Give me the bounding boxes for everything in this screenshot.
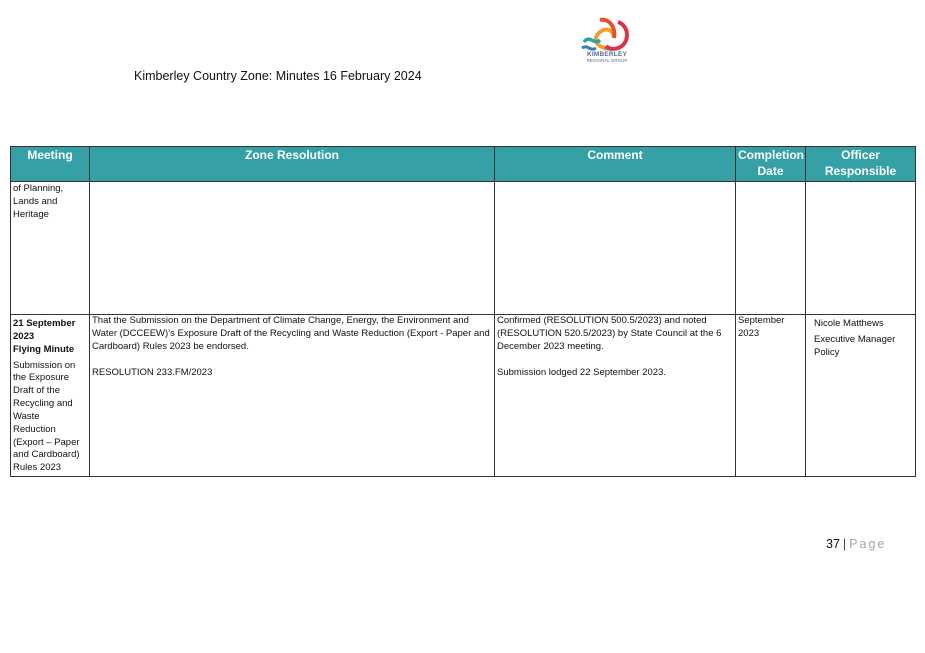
meeting-cell <box>11 182 90 315</box>
zone-resolution-cell <box>90 315 495 477</box>
meeting-cell <box>11 315 90 477</box>
logo-line-2: KIMBERLEY <box>586 51 628 59</box>
meeting-text-line: Heritage <box>13 208 49 220</box>
logo-line-3: REGIONAL GROUP <box>586 58 628 63</box>
meeting-text-line: Draft of the <box>13 385 60 397</box>
meeting-text-line: Submission on <box>13 359 76 371</box>
meeting-type: Flying Minute <box>13 343 75 355</box>
column-header-comment: Comment <box>495 147 736 182</box>
meeting-text-line: Waste <box>13 410 40 422</box>
document-title: Kimberley Country Zone: Minutes 16 February 2024 <box>134 69 422 83</box>
meeting-year: 2023 <box>13 331 35 342</box>
meeting-text-line: Lands and <box>13 196 58 207</box>
logo-line-1: THE <box>603 47 611 52</box>
resolution-reference: RESOLUTION 233.FM/2023 <box>92 366 213 378</box>
meeting-text-line: the Exposure <box>13 372 69 384</box>
minutes-table <box>10 146 916 477</box>
page-footer <box>826 537 886 551</box>
logo-wordmark <box>576 48 638 64</box>
meeting-text-line: Recycling and <box>13 398 73 410</box>
meeting-text-line: of Planning, <box>13 183 64 195</box>
table-header-row <box>11 147 916 182</box>
zone-resolution-cell <box>90 182 495 315</box>
meeting-text-line: (Export – Paper <box>13 436 80 448</box>
column-header-zone-resolution: Zone Resolution <box>90 147 495 182</box>
officer-cell <box>806 182 916 315</box>
column-header-completion-date: Completion Date <box>736 147 806 182</box>
comment-cell <box>495 182 736 315</box>
resolution-text: That the Submission on the Department of Climate Change, Energy, the Environment and Water (DCCEEW)’s Exposure Draft of the Recycling and Waste Reduction (Export - Paper and Cardboard) Rules 2023 be endorsed. <box>92 315 490 352</box>
column-header-officer-responsible: Officer Responsible <box>806 147 916 182</box>
meeting-date: 21 September <box>13 318 76 330</box>
completion-date-cell <box>736 182 806 315</box>
table-row <box>11 315 916 477</box>
meeting-text-line: Rules 2023 <box>13 462 62 474</box>
comment-text: Confirmed (RESOLUTION 500.5/2023) and noted (RESOLUTION 520.5/2023) by State Council at the 6 December 2023 meeting. <box>497 315 722 352</box>
comment-cell <box>495 315 736 477</box>
completion-date-cell <box>736 315 806 477</box>
completion-date: September 2023 <box>738 315 785 339</box>
page-number: 37 <box>826 537 840 551</box>
column-header-meeting: Meeting <box>11 147 90 182</box>
table-row <box>11 182 916 315</box>
officer-title: Executive Manager Policy <box>814 334 896 358</box>
officer-name: Nicole Matthews <box>814 318 884 330</box>
page-separator: | <box>842 537 847 551</box>
officer-cell <box>806 315 916 477</box>
page-label: Page <box>849 537 887 551</box>
comment-text-2: Submission lodged 22 September 2023. <box>497 366 667 378</box>
meeting-text-line: and Cardboard) <box>13 449 80 461</box>
meeting-text-line: Reduction <box>13 423 56 435</box>
